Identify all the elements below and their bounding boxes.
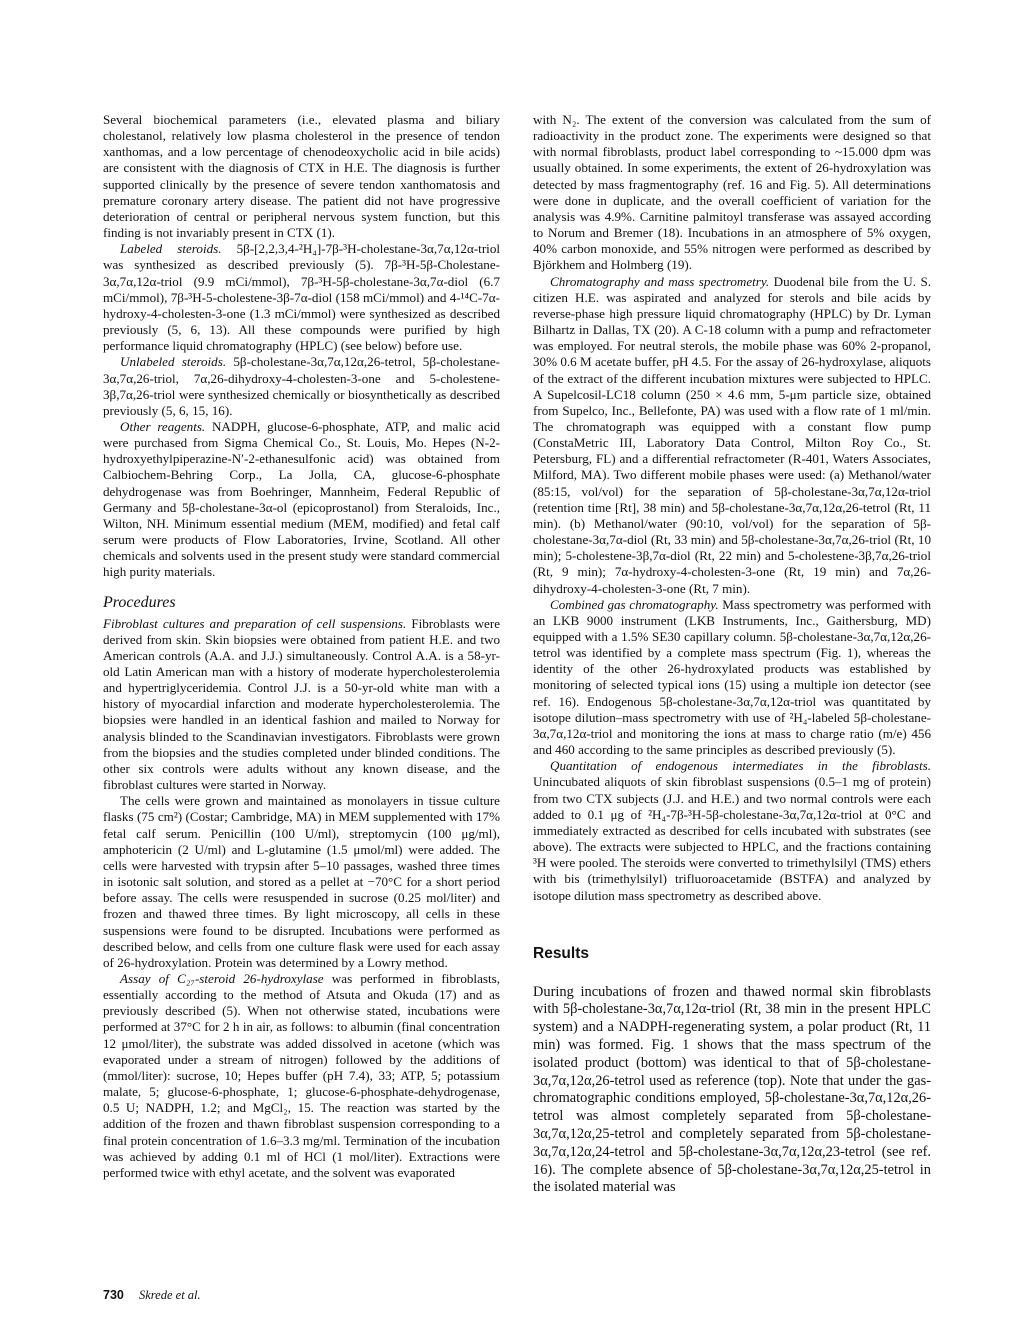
results-heading: Results xyxy=(533,944,589,962)
assay-text: was performed in fibroblasts, essentially according to the method of Atsuta and Okuda (17) and as previously described (5). When not otherwise stated, incubations were performed at 37°C for 2 h in air, as follows: to albumin (final concentration 12 μmol/liter), the substrate was added dissolved in acetone (which was evaporated under a stream of nitrogen) followed by the additions of (mmol/liter): sucrose, 10; Hepes buffer (pH 7.4), 33; ATP, 5; potassium malate, 5; glucose-6-phosphate, 1; glucose-6-phosphate-dehydrogenase, 0.5 U; NADPH, 1.2; and MgCl₂, 15. The reaction was started by the addition of the frozen and thawn fibroblast suspension corresponding to a final protein concentration of 1.6–3.3 mg/ml. Termination of the incubation was achieved by adding 0.1 ml of HCl (1 mol/liter). Extractions were performed twice with ethyl acetate, and the solvent was evaporated xyxy=(103,970,500,1180)
cell-culture-paragraph: The cells were grown and maintained as monolayers in tissue culture flasks (75 cm²) (Costar; Cambridge, MA) in MEM supplemented with 17% fetal calf serum. Penicillin (100 U/ml), streptomycin (100 μg/ml), amphotericin (2 U/ml) and L-glutamine (1.5 μmol/ml) were added. The cells were harvested with trypsin after 5–10 passages, washed three times in isotonic salt solution, and stored as a pellet at −70°C for a short period before assay. The cells were resuspended in sucrose (0.25 mol/liter) and frozen and thawed three times. By light microscopy, all cells in these suspensions were found to be disrupted. Incubations were performed as described below, and cells from one culture flask were used for each assay of 26-hydroxylation. Protein was determined by a Lowry method. xyxy=(103,793,500,970)
chromatography-paragraph xyxy=(533,274,931,597)
assay-paragraph xyxy=(103,971,500,1181)
chromatography-text: Duodenal bile from the U. S. citizen H.E. was aspirated and analyzed for sterols and bile acids by reverse-phase high pressure liquid chromatography (HPLC) by Dr. Lyman Bilhartz in Dallas, TX (20). A C-18 column with a pump and refractometer was employed. For neutral sterols, the mobile phase was 60% 2-propanol, 30% 0.6 M acetate buffer, pH 4.5. For the assay of 26-hydroxylase, aliquots of the extract of the different incubation mixtures were subjected to HPLC. A Supelcosil-LC18 column (250 × 4.6 mm, 5-μm particle size, obtained from Supelco, Inc., Bellefonte, PA) was used with a flow rate of 1 ml/min. The chromatograph was equipped with a constant flow pump (ConstaMetric III, Laboratory Data Control, Milton Roy Co., St. Petersburg, FL) and a differential refractometer (R-401, Waters Associates, Milford, MA). Two different mobile phases were used: (a) Methanol/water (85:15, vol/vol) for the separation of 5β-cholestane-3α,7α,12α-triol (retention time [Rt], 38 min) and 5β-cholestane-3α,7α,12α,26-tetrol (Rt, 11 min). (b) Methanol/water (90:10, vol/vol) for the separation of 5β-cholestane-3α,7α-diol (Rt, 33 min) and 5β-cholestane-3α,7α,26-triol (Rt, 10 min); 5-cholestene-3β,7α-diol (Rt, 22 min) and 5-cholestene-3β,7α,26-triol (Rt, 9 min); 7α-hydroxy-4-cholesten-3-one (Rt, 19 min) and 7α,26-dihydroxy-4-cholesten-3-one (Rt, 7 min). xyxy=(533,273,932,596)
other-reagents-paragraph xyxy=(103,419,500,581)
running-authors: Skrede et al. xyxy=(138,1288,201,1302)
labeled-steroids-text: 5β-[2,2,3,4-²H₄]-7β-³H-cholestane-3α,7α,12α-triol was synthesized as described previously (5). 7β-³H-5β-Cholestane-3α,7α,12α-triol (9.9 mCi/mmol), 7β-³H-5β-cholestane-3α,7α-diol (6.7 mCi/mmol), 7β-³H-5-cholestene-3β-7α-diol (158 mCi/mmol) and 4-¹⁴C-7α-hydroxy-4-cholesten-3-one (1.3 mCi/mmol) were synthesized as described previously (5, 6, 13). All these compounds were purified by high performance liquid chromatography (HPLC) (see below) before use. xyxy=(103,241,500,354)
labeled-steroids-lead: Labeled steroids. xyxy=(120,241,222,257)
unlabeled-steroids-text: 5β-cholestane-3α,7α,12α,26-tetrol, 5β-cholestane-3α,7α,26-triol, 7α,26-dihydroxy-4-cholesten-3-one and 5-cholestene-3β,7α,26-triol were synthesized chemically or biosynthetically as described previously (5, 6, 15, 16). xyxy=(103,354,500,418)
page-number: 730 xyxy=(103,1288,124,1302)
right-column xyxy=(533,112,931,1197)
left-column xyxy=(103,112,500,1181)
chromatography-lead: Chromatography and mass spectrometry. xyxy=(550,273,770,289)
results-paragraph: During incubations of frozen and thawed normal skin fibroblasts with 5β-cholestane-3α,7α,12α-triol (Rt, 38 min in the present HPLC system) and a NADPH-regenerating system, a polar product (Rt, 11 min) was formed. Fig. 1 shows that the mass spectrum of the isolated product (bottom) was identical to that of 5β-cholestane-3α,7α,12α,26-tetrol used as reference (top). Note that under the gas-chromatographic conditions employed, 5β-cholestane-3α,7α,12α,26-tetrol was almost completely separated from 5β-cholestane-3α,7α,12α,25-tetrol and completely separated from 5β-cholestane-3α,7α,12α,24-tetrol and 5β-cholestane-3α,7α,12α,23-tetrol (see ref. 16). The complete absence of 5β-cholestane-3α,7α,12α,25-tetrol in the isolated material was xyxy=(533,983,931,1196)
fibroblast-lead: Fibroblast cultures and preparation of cell suspensions. xyxy=(103,615,407,631)
other-reagents-lead: Other reagents. xyxy=(120,418,206,434)
other-reagents-text: NADPH, glucose-6-phosphate, ATP, and malic acid were purchased from Sigma Chemical Co., St. Louis, Mo. Hepes (N-2-hydroxyethylpiperazine-N′-2-ethanesulfonic acid) was obtained from Calbiochem-Behring Corp., La Jolla, CA, glucose-6-phosphate dehydrogenase was from Boehringer, Mannheim, Federal Republic of Germany and 5β-cholestane-3α-ol (epicoprostanol) from Steraloids, Inc., Wilton, NH. Minimum essential medium (MEM, modified) and fetal calf serum were products of Flow Laboratories, Irvine, Scotland. All other chemicals and solvents used in the present study were standard commercial high purity materials. xyxy=(103,418,500,580)
quantitation-paragraph xyxy=(533,758,931,903)
continuation-paragraph: with N₂. The extent of the conversion was calculated from the sum of radioactivity in the product zone. The experiments were designed so that with normal fibroblasts, product label corresponding to ~15.000 dpm was usually obtained. In some experiments, the extent of 26-hydroxylation was detected by mass fragmentography (ref. 16 and Fig. 5). All determinations were done in duplicate, and the overall coefficient of variation for the analysis was 4.9%. Carnitine palmitoyl transferase was assayed according to Norum and Bremer (18). Incubations in an atmosphere of 5% oxygen, 40% carbon monoxide, and 55% nitrogen were performed as described by Björkhem and Holmberg (19). xyxy=(533,112,931,273)
intro-paragraph: Several biochemical parameters (i.e., elevated plasma and biliary cholestanol, relatively low plasma cholesterol in the presence of tendon xanthomas, and a low percentage of chenodeoxycholic acid in bile acids) are consistent with the diagnosis of CTX in H.E. The diagnosis is further supported clinically by the presence of severe tendon xanthomatosis and premature coronary artery disease. The patient did not have progressive deterioration of central or peripheral nervous system function, but this finding is not invariably present in CTX (1). xyxy=(103,112,500,241)
gas-chromatography-lead: Combined gas chromatography. xyxy=(550,596,719,612)
quantitation-lead: Quantitation of endogenous intermediates in the fibroblasts. xyxy=(550,758,931,774)
quantitation-text: Unincubated aliquots of skin fibroblast suspensions (0.5–1 mg of protein) from two CTX subjects (J.J. and H.E.) and two normal controls were each added to 0.1 μg of ²H₄-7β-³H-5β-cholestane-3α,7α,12α-triol at 0°C and immediately extracted as described for cells incubated with substrates (see above). The extracts were subjected to HPLC, and the fractions containing ³H were pooled. The steroids were converted to trimethylsilyl (TMS) ethers with bis (trimethylsilyl) trifluoroacetamide (BSTFA) and analyzed by isotope dilution mass spectrometry as described above. xyxy=(533,774,931,903)
assay-lead: Assay of C₂₇-steroid 26-hydroxylase xyxy=(120,970,324,986)
gas-chromatography-paragraph xyxy=(533,597,931,759)
gas-chromatography-text: Mass spectrometry was performed with an LKB 9000 instrument (LKB Instruments, Inc., Gaithersburg, MD) equipped with a 1.5% SE30 capillary column. 5β-cholestane-3α,7α,12α,26-tetrol was identified by a complete mass spectrum (Fig. 1), whereas the identity of the other 26-hydroxylated products was established by monitoring of selected typical ions (15) using a multiple ion detector (see ref. 16). Endogenous 5β-cholestane-3α,7α,12α-triol was quantitated by isotope dilution–mass spectrometry with use of ²H₄-labeled 5β-cholestane-3α,7α,12α-triol and monitoring the ions at mass to charge ratio (m/e) 456 and 460 according to the same principles as described previously (5). xyxy=(533,596,931,758)
labeled-steroids-paragraph xyxy=(103,241,500,354)
fibroblast-paragraph xyxy=(103,616,500,794)
fibroblast-text: Fibroblasts were derived from skin. Skin biopsies were obtained from patient H.E. and two American controls (A.A. and J.J.) simultaneously. Control A.A. is a 58-yr-old Latin American man with a history of moderate hypercholesterolemia and hypertriglyceridemia. Control J.J. is a 50-yr-old white man with a history of myocardial infarction and moderate hypercholesterolemia. The biopsies were handled in an identical fashion and mailed to Norway for analysis blinded to the Scandinavian investigators. Fibroblasts were grown from the biopsies and the studies completed under blinded conditions. The other six controls were adults without any known disease, and the fibroblast cultures were started in Norway. xyxy=(103,615,501,793)
page-footer xyxy=(103,1288,201,1303)
unlabeled-steroids-lead: Unlabeled steroids. xyxy=(120,354,227,370)
unlabeled-steroids-paragraph xyxy=(103,354,500,419)
procedures-heading: Procedures xyxy=(103,593,176,611)
